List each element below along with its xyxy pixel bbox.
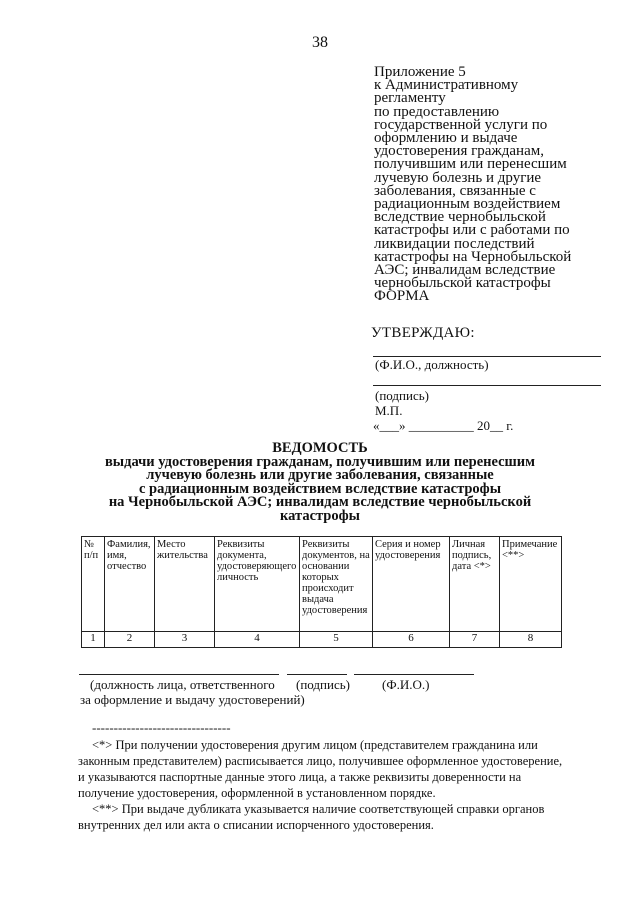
footnote-line: внутренних дел или акта о списании испорченного удостоверения.: [78, 818, 434, 832]
title-line: лучевую болезнь или другие заболевания, связанные: [146, 467, 494, 483]
stamp-label: М.П.: [375, 403, 403, 418]
appendix-line: ликвидации последствий: [374, 235, 535, 252]
column-number: 6: [373, 632, 450, 648]
title-line: выдачи удостоверения гражданам, получившим или перенесшим: [104, 453, 536, 470]
appendix-line: катастрофы или с работами по: [374, 222, 570, 239]
appendix-line: государственной услуги по: [374, 116, 548, 133]
appendix-line: по предоставлению: [374, 103, 500, 120]
title-line: с радиационным воздействием вследствие катастрофы: [138, 480, 502, 497]
column-header: Серия и номер удостоверения: [373, 537, 450, 632]
title-heading: ВЕДОМОСТЬ: [272, 440, 368, 456]
footnote-line: законным представителем) расписывается лицо, получившее оформленное удостоверение,: [78, 754, 563, 768]
appendix-line: катастрофы на Чернобыльской: [374, 248, 572, 265]
column-number: 3: [155, 632, 215, 648]
column-header: Реквизиты документа, удостоверяющего личность: [215, 537, 300, 632]
appendix-line: удостоверения гражданам,: [374, 143, 544, 160]
document-title: [80, 442, 560, 523]
signature-label: (подпись): [375, 388, 429, 403]
footnote-2: [78, 801, 606, 833]
footnote-line: и указываются паспортные данные этого лица, а также реквизиты доверенности на: [78, 770, 522, 784]
appendix-line: Приложение 5: [374, 64, 466, 80]
responsible-name-label: (Ф.И.О.): [382, 677, 430, 692]
position-line[interactable]: [79, 674, 279, 675]
column-number-row: [82, 632, 562, 648]
appendix-line: к Административному: [374, 77, 519, 94]
register-table: [81, 536, 562, 648]
appendix-line: радиационным воздействием: [374, 196, 561, 213]
column-number: 7: [450, 632, 500, 648]
title-line: катастрофы: [280, 507, 360, 524]
column-header: Фамилия, имя, отчество: [105, 537, 155, 632]
responsible-signature-line[interactable]: [287, 674, 347, 675]
column-header: № п/п: [82, 537, 105, 632]
name-position-label: (Ф.И.О., должность): [375, 357, 489, 372]
footnote-1: [78, 737, 606, 801]
appendix-line: оформлению и выдаче: [374, 130, 518, 147]
approval-heading: УТВЕРЖДАЮ:: [371, 325, 475, 341]
responsible-name-line[interactable]: [354, 674, 474, 675]
column-number: 1: [82, 632, 105, 648]
form-label: ФОРМА: [374, 288, 430, 305]
page-number: 38: [312, 34, 328, 51]
footnote-line: получение удостоверения, оформленной в установленном порядке.: [78, 786, 436, 800]
position-label: (должность лица, ответственного: [90, 677, 275, 692]
appendix-line: получившим или перенесшим: [374, 156, 567, 173]
responsible-continuation: за оформление и выдачу удостоверений): [80, 692, 305, 707]
footnote-line: <**> При выдаче дубликата указывается наличие соответствующей справки органов: [92, 802, 545, 816]
appendix-block: [374, 66, 614, 304]
signature-line[interactable]: [373, 385, 601, 386]
approval-date[interactable]: «___» __________ 20__ г.: [373, 418, 514, 433]
responsible-signature-label: (подпись): [296, 677, 350, 692]
column-number: 8: [500, 632, 562, 648]
appendix-line: регламенту: [374, 90, 446, 107]
column-number: 5: [300, 632, 373, 648]
appendix-line: АЭС; инвалидам вследствие: [374, 262, 556, 279]
column-header: Место жительства: [155, 537, 215, 632]
table-header-row: [82, 537, 562, 632]
appendix-line: заболевания, связанные с: [374, 182, 536, 199]
column-number: 2: [105, 632, 155, 648]
appendix-line: чернобыльской катастрофы: [374, 275, 551, 292]
footnote-separator: --------------------------------: [92, 720, 231, 735]
title-line: на Чернобыльской АЭС; инвалидам вследствие чернобыльской: [108, 494, 532, 510]
column-number: 4: [215, 632, 300, 648]
column-header: Примечание <**>: [500, 537, 562, 632]
footnote-line: <*> При получении удостоверения другим лицом (представителем гражданина или: [92, 738, 538, 752]
column-header: Личная подпись, дата <*>: [450, 537, 500, 632]
column-header: Реквизиты документов, на основании которых происходит выдача удостоверения: [300, 537, 373, 632]
appendix-line: вследствие чернобыльской: [374, 209, 546, 226]
appendix-line: лучевую болезнь и другие: [374, 169, 542, 186]
